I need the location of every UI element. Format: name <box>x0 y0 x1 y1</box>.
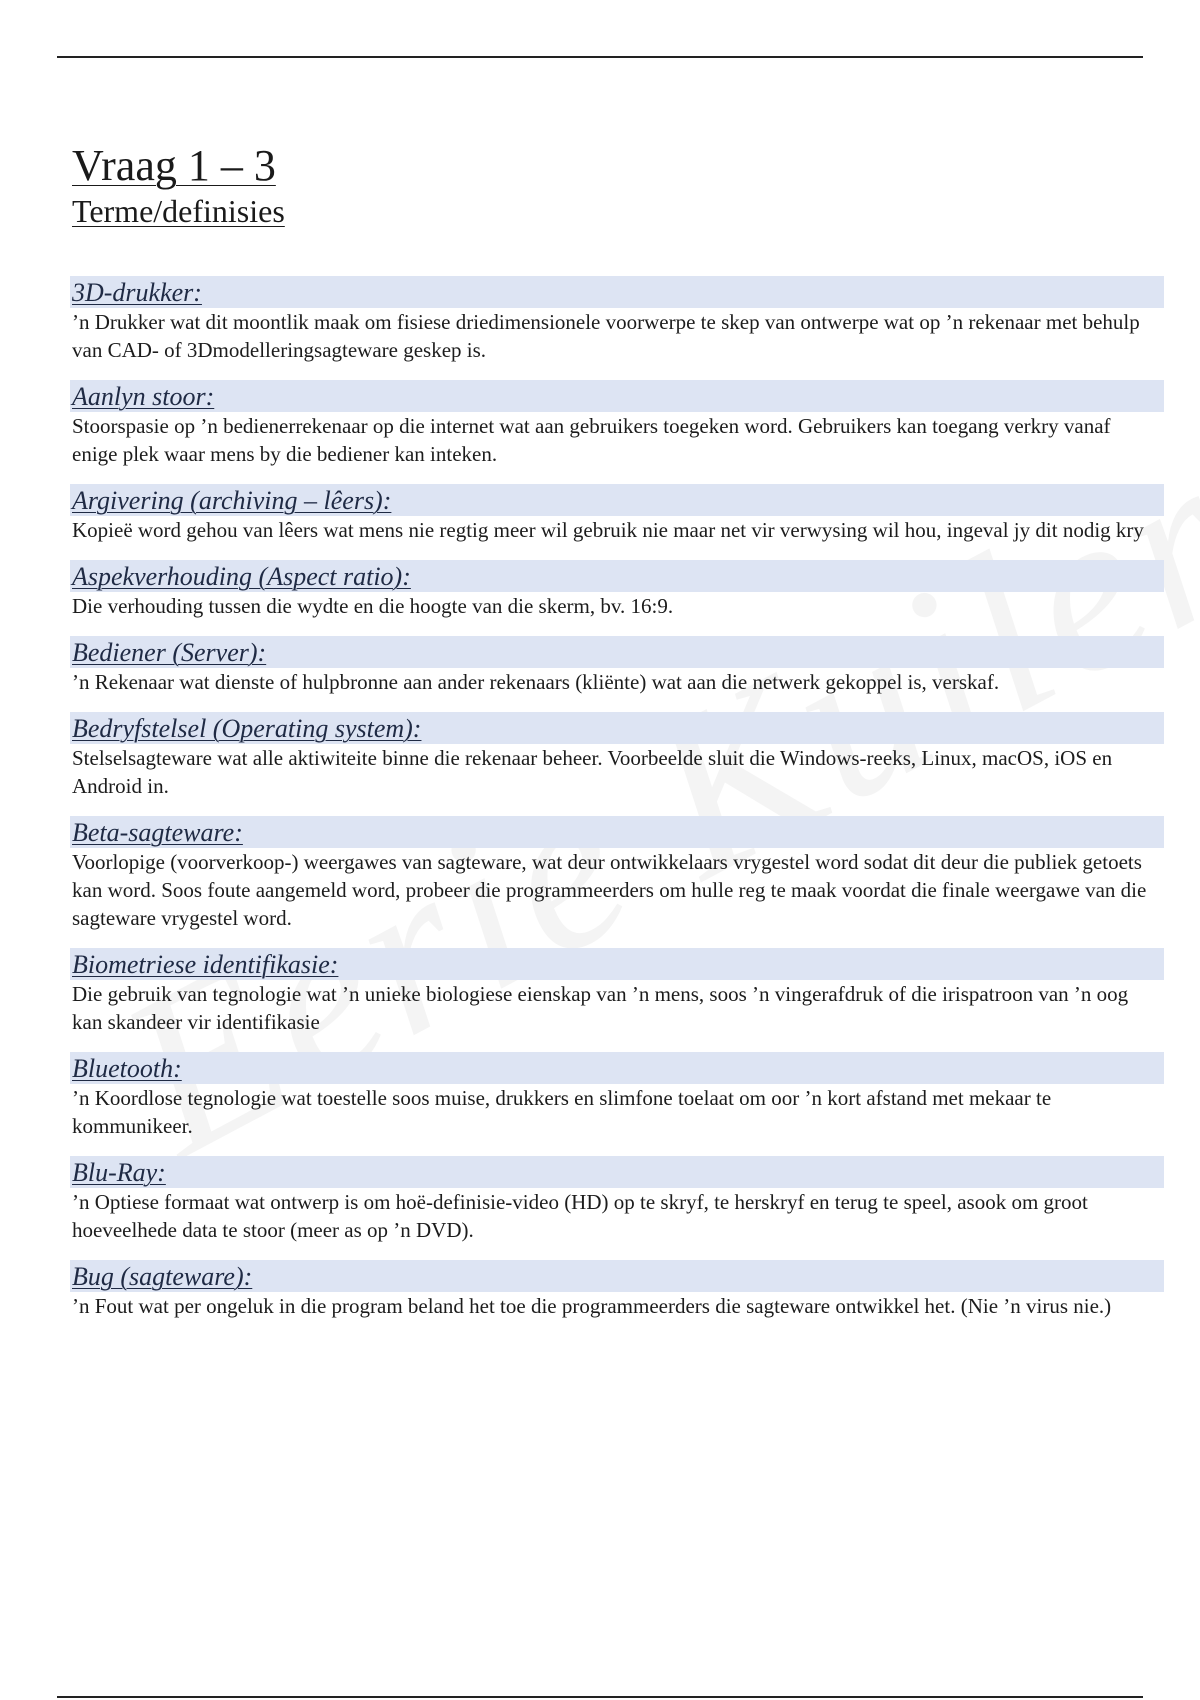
term-item <box>72 380 1164 468</box>
term-item <box>72 484 1164 544</box>
term-item <box>72 1260 1164 1320</box>
term-item <box>72 948 1164 1036</box>
term-definition: Stoorspasie op ’n bedienerrekenaar op die internet wat aan gebruikers toegeken word. Gebruikers kan toegang verkry vanaf enige plek waar mens by die bediener kan inteken. <box>72 414 1111 466</box>
term-heading-bar <box>70 560 1164 592</box>
term-item <box>72 1156 1164 1244</box>
term-item <box>72 636 1164 696</box>
term-item <box>72 712 1164 800</box>
term-definition: Die gebruik van tegnologie wat ’n unieke biologiese eienskap van ’n mens, soos ’n vingerafdruk of die irispatroon van ’n oog kan skandeer vir identifikasie <box>72 982 1129 1034</box>
term-list <box>72 276 1164 1336</box>
term-name: Bluetooth: <box>72 1054 182 1083</box>
bottom-rule <box>57 1696 1143 1698</box>
term-name: Aanlyn stoor: <box>72 382 215 411</box>
term-definition: ’n Fout wat per ongeluk in die program beland het toe die programmeerders die sagteware ontwikkel het. (Nie ’n virus nie.) <box>72 1294 1112 1318</box>
term-name: Biometriese identifikasie: <box>72 950 339 979</box>
term-heading-bar <box>70 816 1164 848</box>
term-name: Bug (sagteware): <box>72 1262 253 1291</box>
term-heading-bar <box>70 1260 1164 1292</box>
term-name: Aspekverhouding (Aspect ratio): <box>72 562 411 591</box>
page-subtitle: Terme/definisies <box>72 193 285 229</box>
term-name: Argivering (archiving – lêers): <box>72 486 392 515</box>
term-heading-bar <box>70 484 1164 516</box>
term-definition: ’n Koordlose tegnologie wat toestelle soos muise, drukkers en slimfone toelaat om oor ’n kort afstand met mekaar te kommunikeer. <box>72 1086 1052 1138</box>
top-rule <box>57 56 1143 58</box>
term-name: Blu-Ray: <box>72 1158 166 1187</box>
term-heading-bar <box>70 712 1164 744</box>
term-heading-bar <box>70 1156 1164 1188</box>
term-definition: ’n Rekenaar wat dienste of hulpbronne aan ander rekenaars (kliënte) wat aan die netwerk gekoppel is, verskaf. <box>72 670 1000 694</box>
term-heading-bar <box>70 636 1164 668</box>
term-definition: Voorlopige (voorverkoop-) weergawes van sagteware, wat deur ontwikkelaars vrygestel word sodat dit deur die publiek getoets kan word. Soos foute aangemeld word, probeer die programmeerders om hulle reg te maak voordat die finale weergawe van die sagteware vrygestel word. <box>72 850 1147 930</box>
term-name: Beta-sagteware: <box>72 818 243 847</box>
term-heading-bar <box>70 1052 1164 1084</box>
term-item <box>72 816 1164 932</box>
term-item <box>72 276 1164 364</box>
term-item <box>72 1052 1164 1140</box>
term-name: 3D-drukker: <box>72 278 202 307</box>
term-definition: Die verhouding tussen die wydte en die hoogte van die skerm, bv. 16:9. <box>72 594 674 618</box>
page-header <box>72 142 285 230</box>
page-title: Vraag 1 – 3 <box>72 141 276 190</box>
term-definition: ’n Optiese formaat wat ontwerp is om hoë-definisie-video (HD) op te skryf, te herskryf en terug te speel, asook om groot hoeveelhede data te stoor (meer as op ’n DVD). <box>72 1190 1088 1242</box>
term-definition: Stelselsagteware wat alle aktiwiteite binne die rekenaar beheer. Voorbeelde sluit die Windows-reeks, Linux, macOS, iOS en Android in. <box>72 746 1113 798</box>
term-definition: ’n Drukker wat dit moontlik maak om fisiese driedimensionele voorwerpe te skep van ontwerpe wat op ’n rekenaar met behulp van CAD- of 3Dmodelleringsagteware geskep is. <box>72 310 1140 362</box>
term-name: Bedryfstelsel (Operating system): <box>72 714 422 743</box>
term-item <box>72 560 1164 620</box>
term-heading-bar <box>70 380 1164 412</box>
term-heading-bar <box>70 276 1164 308</box>
term-heading-bar <box>70 948 1164 980</box>
term-name: Bediener (Server): <box>72 638 267 667</box>
term-definition: Kopieë word gehou van lêers wat mens nie regtig meer wil gebruik nie maar net vir verwysing wil hou, ingeval jy dit nodig kry <box>72 518 1144 542</box>
